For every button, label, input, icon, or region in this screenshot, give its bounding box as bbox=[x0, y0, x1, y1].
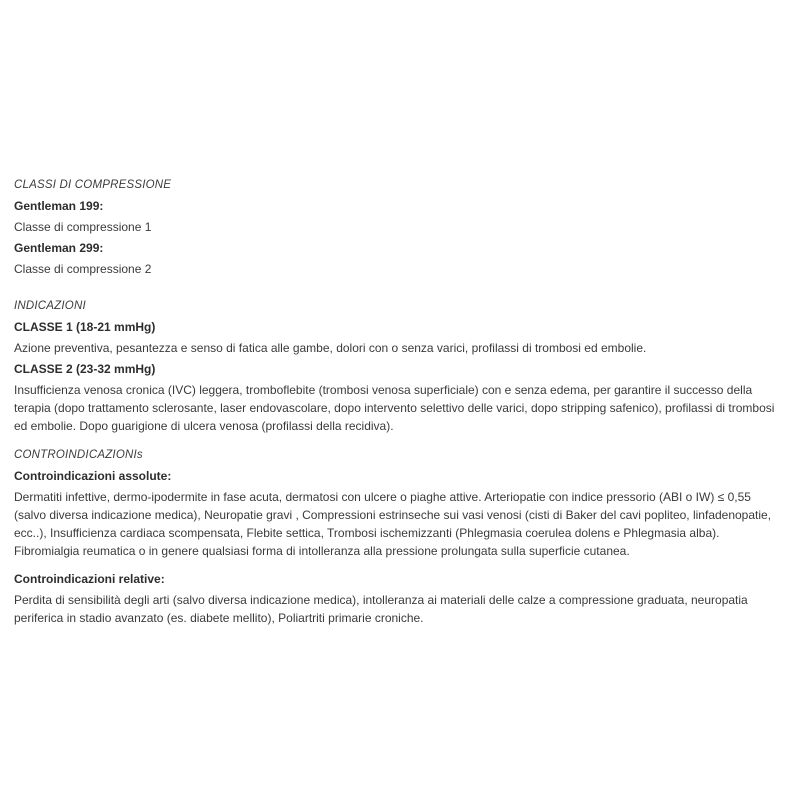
classe-1-description: Azione preventiva, pesantezza e senso di fatica alle gambe, dolori con o senza varici, profilassi di trombosi ed embolie. bbox=[14, 341, 647, 355]
gentleman-299-class-value: Classe di compressione 2 bbox=[14, 262, 152, 276]
document-content bbox=[14, 176, 780, 627]
controindicazioni-assolute-description: Dermatiti infettive, dermo-ipodermite in fase acuta, dermatosi con ulcere o piaghe attive. Arteriopatie con indice pressorio (ABI o IW) ≤ 0,55 (salvo diversa indicazione medica), Neuropatie gravi , Compressioni estrinseche sui vasi venosi (cisti di Baker del cavi popliteo, linfadenopatie, ecc..), Insufficienza cardiaca scompensata, Flebite settica, Trombosi ischemizzanti (Phlegmasia coerulea dolens e Phlegmasia alba). Fibromialgia reumatica o in genere qualsiasi forma di intolleranza alla pressione prolungata sulla superficie cutanea. bbox=[14, 490, 772, 558]
controindicazioni-relative-title: Controindicazioni relative: bbox=[14, 572, 165, 586]
section-indicazioni bbox=[14, 297, 780, 435]
classi-di-compressione-heading: CLASSI DI COMPRESSIONE bbox=[14, 179, 172, 191]
gentleman-299-label: Gentleman 299: bbox=[14, 241, 104, 255]
classe-2-description: Insufficienza venosa cronica (IVC) leggera, tromboflebite (trombosi venosa superficiale) con e senza edema, per garantire il successo della terapia (dopo trattamento sclerosante, laser endovascolare, dopo intervento selettivo delle varici, dopo stripping safenico), profilassi di trombosi ed embolie. Dopo guarigione di ulcera venosa (profilassi della recidiva). bbox=[14, 383, 775, 433]
gentleman-199-label: Gentleman 199: bbox=[14, 199, 104, 213]
controindicazioni-assolute-title: Controindicazioni assolute: bbox=[14, 469, 172, 483]
section-classi-di-compressione bbox=[14, 176, 780, 278]
classe-2-title: CLASSE 2 (23-32 mmHg) bbox=[14, 362, 156, 376]
classe-1-title: CLASSE 1 (18-21 mmHg) bbox=[14, 320, 156, 334]
gentleman-199-class-value: Classe di compressione 1 bbox=[14, 220, 152, 234]
controindicazioni-heading: CONTROINDICAZIONIs bbox=[14, 449, 143, 461]
indicazioni-heading: INDICAZIONI bbox=[14, 300, 86, 312]
controindicazioni-relative-description: Perdita di sensibilità degli arti (salvo diversa indicazione medica), intolleranza ai materiali delle calze a compressione graduata, neuropatia periferica in stadio avanzato (es. diabete mellito), Poliartriti primarie croniche. bbox=[14, 593, 748, 625]
section-controindicazioni bbox=[14, 446, 780, 627]
